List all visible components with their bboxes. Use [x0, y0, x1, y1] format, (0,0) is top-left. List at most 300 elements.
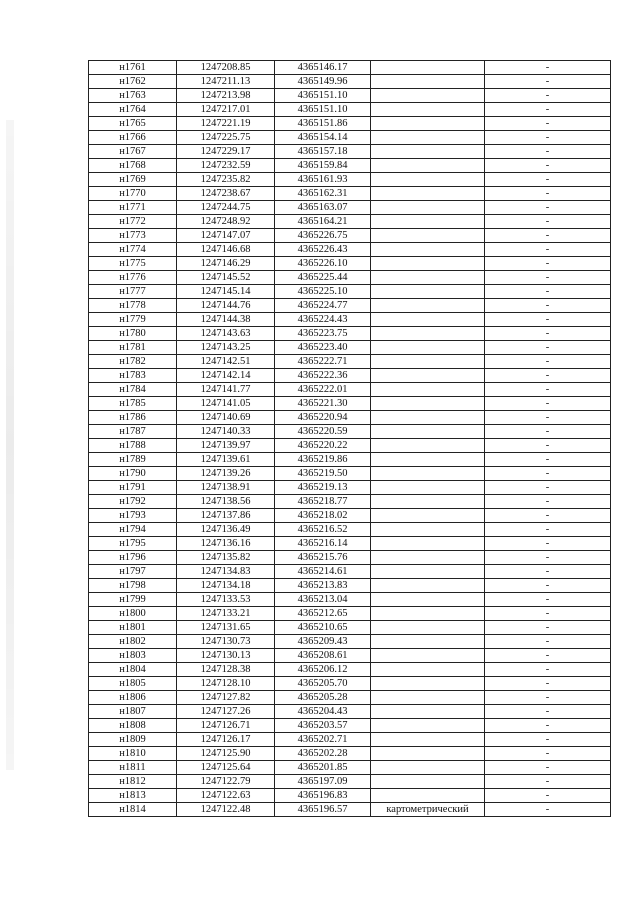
point-id-cell: н1801 — [89, 621, 177, 635]
accuracy-cell: - — [485, 621, 611, 635]
x-coordinate-cell: 1247208.85 — [177, 61, 275, 75]
x-coordinate-cell: 1247125.64 — [177, 761, 275, 775]
table-row — [89, 747, 611, 761]
method-cell — [371, 299, 485, 313]
accuracy-cell: - — [485, 705, 611, 719]
method-cell — [371, 201, 485, 215]
table-row — [89, 243, 611, 257]
method-cell — [371, 369, 485, 383]
x-coordinate-cell: 1247221.19 — [177, 117, 275, 131]
y-coordinate-cell: 4365213.83 — [275, 579, 371, 593]
table-row — [89, 719, 611, 733]
method-cell — [371, 75, 485, 89]
y-coordinate-cell: 4365159.84 — [275, 159, 371, 173]
method-cell — [371, 285, 485, 299]
y-coordinate-cell: 4365218.77 — [275, 495, 371, 509]
accuracy-cell: - — [485, 341, 611, 355]
point-id-cell: н1789 — [89, 453, 177, 467]
x-coordinate-cell: 1247131.65 — [177, 621, 275, 635]
method-cell — [371, 117, 485, 131]
point-id-cell: н1768 — [89, 159, 177, 173]
table-row — [89, 397, 611, 411]
x-coordinate-cell: 1247143.25 — [177, 341, 275, 355]
x-coordinate-cell: 1247141.77 — [177, 383, 275, 397]
point-id-cell: н1784 — [89, 383, 177, 397]
y-coordinate-cell: 4365216.14 — [275, 537, 371, 551]
table-row — [89, 425, 611, 439]
x-coordinate-cell: 1247141.05 — [177, 397, 275, 411]
y-coordinate-cell: 4365205.70 — [275, 677, 371, 691]
point-id-cell: н1803 — [89, 649, 177, 663]
accuracy-cell: - — [485, 691, 611, 705]
y-coordinate-cell: 4365225.44 — [275, 271, 371, 285]
y-coordinate-cell: 4365210.65 — [275, 621, 371, 635]
table-row — [89, 677, 611, 691]
table-row — [89, 327, 611, 341]
y-coordinate-cell: 4365226.43 — [275, 243, 371, 257]
method-cell — [371, 677, 485, 691]
x-coordinate-cell: 1247140.33 — [177, 425, 275, 439]
table-row — [89, 215, 611, 229]
y-coordinate-cell: 4365203.57 — [275, 719, 371, 733]
table-row — [89, 691, 611, 705]
point-id-cell: н1787 — [89, 425, 177, 439]
y-coordinate-cell: 4365164.21 — [275, 215, 371, 229]
x-coordinate-cell: 1247136.16 — [177, 537, 275, 551]
point-id-cell: н1792 — [89, 495, 177, 509]
x-coordinate-cell: 1247133.53 — [177, 593, 275, 607]
accuracy-cell: - — [485, 803, 611, 817]
x-coordinate-cell: 1247122.79 — [177, 775, 275, 789]
table-row — [89, 803, 611, 817]
point-id-cell: н1783 — [89, 369, 177, 383]
method-cell — [371, 607, 485, 621]
y-coordinate-cell: 4365226.10 — [275, 257, 371, 271]
method-cell — [371, 537, 485, 551]
point-id-cell: н1769 — [89, 173, 177, 187]
accuracy-cell: - — [485, 663, 611, 677]
y-coordinate-cell: 4365218.02 — [275, 509, 371, 523]
method-cell — [371, 397, 485, 411]
method-cell: картометрический — [371, 803, 485, 817]
y-coordinate-cell: 4365151.10 — [275, 89, 371, 103]
method-cell — [371, 61, 485, 75]
table-row — [89, 271, 611, 285]
point-id-cell: н1772 — [89, 215, 177, 229]
table-row — [89, 229, 611, 243]
table-row — [89, 523, 611, 537]
method-cell — [371, 551, 485, 565]
accuracy-cell: - — [485, 271, 611, 285]
x-coordinate-cell: 1247147.07 — [177, 229, 275, 243]
point-id-cell: н1790 — [89, 467, 177, 481]
method-cell — [371, 89, 485, 103]
point-id-cell: н1786 — [89, 411, 177, 425]
method-cell — [371, 145, 485, 159]
table-row — [89, 299, 611, 313]
point-id-cell: н1788 — [89, 439, 177, 453]
y-coordinate-cell: 4365151.86 — [275, 117, 371, 131]
table-row — [89, 117, 611, 131]
accuracy-cell: - — [485, 551, 611, 565]
point-id-cell: н1775 — [89, 257, 177, 271]
x-coordinate-cell: 1247142.14 — [177, 369, 275, 383]
accuracy-cell: - — [485, 327, 611, 341]
method-cell — [371, 621, 485, 635]
table-row — [89, 565, 611, 579]
accuracy-cell: - — [485, 131, 611, 145]
y-coordinate-cell: 4365209.43 — [275, 635, 371, 649]
table-row — [89, 187, 611, 201]
method-cell — [371, 705, 485, 719]
accuracy-cell: - — [485, 649, 611, 663]
table-row — [89, 761, 611, 775]
accuracy-cell: - — [485, 355, 611, 369]
method-cell — [371, 411, 485, 425]
point-id-cell: н1778 — [89, 299, 177, 313]
point-id-cell: н1774 — [89, 243, 177, 257]
accuracy-cell: - — [485, 593, 611, 607]
y-coordinate-cell: 4365202.71 — [275, 733, 371, 747]
table-row — [89, 61, 611, 75]
point-id-cell: н1781 — [89, 341, 177, 355]
table-row — [89, 145, 611, 159]
accuracy-cell: - — [485, 747, 611, 761]
method-cell — [371, 229, 485, 243]
accuracy-cell: - — [485, 313, 611, 327]
point-id-cell: н1761 — [89, 61, 177, 75]
method-cell — [371, 243, 485, 257]
point-id-cell: н1770 — [89, 187, 177, 201]
y-coordinate-cell: 4365205.28 — [275, 691, 371, 705]
point-id-cell: н1797 — [89, 565, 177, 579]
y-coordinate-cell: 4365161.93 — [275, 173, 371, 187]
y-coordinate-cell: 4365221.30 — [275, 397, 371, 411]
y-coordinate-cell: 4365226.75 — [275, 229, 371, 243]
point-id-cell: н1766 — [89, 131, 177, 145]
table-row — [89, 201, 611, 215]
x-coordinate-cell: 1247145.52 — [177, 271, 275, 285]
point-id-cell: н1771 — [89, 201, 177, 215]
table-row — [89, 285, 611, 299]
x-coordinate-cell: 1247136.49 — [177, 523, 275, 537]
method-cell — [371, 635, 485, 649]
point-id-cell: н1782 — [89, 355, 177, 369]
table-row — [89, 383, 611, 397]
table-row — [89, 663, 611, 677]
y-coordinate-cell: 4365220.94 — [275, 411, 371, 425]
table-row — [89, 89, 611, 103]
accuracy-cell: - — [485, 159, 611, 173]
y-coordinate-cell: 4365208.61 — [275, 649, 371, 663]
x-coordinate-cell: 1247143.63 — [177, 327, 275, 341]
accuracy-cell: - — [485, 425, 611, 439]
point-id-cell: н1802 — [89, 635, 177, 649]
y-coordinate-cell: 4365223.75 — [275, 327, 371, 341]
point-id-cell: н1796 — [89, 551, 177, 565]
y-coordinate-cell: 4365151.10 — [275, 103, 371, 117]
x-coordinate-cell: 1247133.21 — [177, 607, 275, 621]
accuracy-cell: - — [485, 369, 611, 383]
table-row — [89, 593, 611, 607]
point-id-cell: н1809 — [89, 733, 177, 747]
accuracy-cell: - — [485, 733, 611, 747]
point-id-cell: н1764 — [89, 103, 177, 117]
x-coordinate-cell: 1247134.83 — [177, 565, 275, 579]
y-coordinate-cell: 4365214.61 — [275, 565, 371, 579]
point-id-cell: н1779 — [89, 313, 177, 327]
y-coordinate-cell: 4365222.01 — [275, 383, 371, 397]
accuracy-cell: - — [485, 761, 611, 775]
method-cell — [371, 215, 485, 229]
accuracy-cell: - — [485, 145, 611, 159]
y-coordinate-cell: 4365201.85 — [275, 761, 371, 775]
method-cell — [371, 481, 485, 495]
method-cell — [371, 327, 485, 341]
y-coordinate-cell: 4365212.65 — [275, 607, 371, 621]
point-id-cell: н1763 — [89, 89, 177, 103]
accuracy-cell: - — [485, 439, 611, 453]
table-row — [89, 733, 611, 747]
y-coordinate-cell: 4365219.50 — [275, 467, 371, 481]
method-cell — [371, 159, 485, 173]
method-cell — [371, 103, 485, 117]
point-id-cell: н1808 — [89, 719, 177, 733]
accuracy-cell: - — [485, 299, 611, 313]
method-cell — [371, 747, 485, 761]
x-coordinate-cell: 1247235.82 — [177, 173, 275, 187]
x-coordinate-cell: 1247128.38 — [177, 663, 275, 677]
y-coordinate-cell: 4365202.28 — [275, 747, 371, 761]
y-coordinate-cell: 4365162.31 — [275, 187, 371, 201]
y-coordinate-cell: 4365220.22 — [275, 439, 371, 453]
table-row — [89, 159, 611, 173]
coordinates-table-body — [89, 61, 611, 817]
y-coordinate-cell: 4365216.52 — [275, 523, 371, 537]
y-coordinate-cell: 4365213.04 — [275, 593, 371, 607]
y-coordinate-cell: 4365219.86 — [275, 453, 371, 467]
x-coordinate-cell: 1247125.90 — [177, 747, 275, 761]
y-coordinate-cell: 4365219.13 — [275, 481, 371, 495]
accuracy-cell: - — [485, 453, 611, 467]
table-row — [89, 355, 611, 369]
x-coordinate-cell: 1247248.92 — [177, 215, 275, 229]
table-row — [89, 481, 611, 495]
method-cell — [371, 719, 485, 733]
accuracy-cell: - — [485, 579, 611, 593]
x-coordinate-cell: 1247139.97 — [177, 439, 275, 453]
x-coordinate-cell: 1247122.63 — [177, 789, 275, 803]
x-coordinate-cell: 1247128.10 — [177, 677, 275, 691]
method-cell — [371, 509, 485, 523]
method-cell — [371, 593, 485, 607]
x-coordinate-cell: 1247225.75 — [177, 131, 275, 145]
method-cell — [371, 663, 485, 677]
table-row — [89, 257, 611, 271]
method-cell — [371, 257, 485, 271]
table-row — [89, 649, 611, 663]
accuracy-cell: - — [485, 719, 611, 733]
x-coordinate-cell: 1247145.14 — [177, 285, 275, 299]
table-row — [89, 103, 611, 117]
accuracy-cell: - — [485, 61, 611, 75]
table-row — [89, 579, 611, 593]
x-coordinate-cell: 1247130.13 — [177, 649, 275, 663]
point-id-cell: н1798 — [89, 579, 177, 593]
table-row — [89, 537, 611, 551]
accuracy-cell: - — [485, 537, 611, 551]
method-cell — [371, 579, 485, 593]
x-coordinate-cell: 1247144.38 — [177, 313, 275, 327]
y-coordinate-cell: 4365146.17 — [275, 61, 371, 75]
accuracy-cell: - — [485, 243, 611, 257]
table-row — [89, 635, 611, 649]
y-coordinate-cell: 4365197.09 — [275, 775, 371, 789]
method-cell — [371, 733, 485, 747]
y-coordinate-cell: 4365224.77 — [275, 299, 371, 313]
y-coordinate-cell: 4365157.18 — [275, 145, 371, 159]
coordinates-table — [88, 60, 611, 817]
table-row — [89, 313, 611, 327]
accuracy-cell: - — [485, 481, 611, 495]
table-row — [89, 131, 611, 145]
point-id-cell: н1804 — [89, 663, 177, 677]
accuracy-cell: - — [485, 495, 611, 509]
x-coordinate-cell: 1247122.48 — [177, 803, 275, 817]
table-row — [89, 551, 611, 565]
method-cell — [371, 355, 485, 369]
method-cell — [371, 383, 485, 397]
accuracy-cell: - — [485, 229, 611, 243]
accuracy-cell: - — [485, 285, 611, 299]
x-coordinate-cell: 1247238.67 — [177, 187, 275, 201]
point-id-cell: н1785 — [89, 397, 177, 411]
accuracy-cell: - — [485, 509, 611, 523]
table-row — [89, 173, 611, 187]
y-coordinate-cell: 4365223.40 — [275, 341, 371, 355]
point-id-cell: н1799 — [89, 593, 177, 607]
method-cell — [371, 523, 485, 537]
method-cell — [371, 313, 485, 327]
point-id-cell: н1807 — [89, 705, 177, 719]
accuracy-cell: - — [485, 383, 611, 397]
x-coordinate-cell: 1247127.26 — [177, 705, 275, 719]
x-coordinate-cell: 1247135.82 — [177, 551, 275, 565]
method-cell — [371, 173, 485, 187]
x-coordinate-cell: 1247232.59 — [177, 159, 275, 173]
x-coordinate-cell: 1247229.17 — [177, 145, 275, 159]
method-cell — [371, 187, 485, 201]
x-coordinate-cell: 1247146.68 — [177, 243, 275, 257]
table-row — [89, 341, 611, 355]
y-coordinate-cell: 4365224.43 — [275, 313, 371, 327]
point-id-cell: н1762 — [89, 75, 177, 89]
x-coordinate-cell: 1247137.86 — [177, 509, 275, 523]
point-id-cell: н1794 — [89, 523, 177, 537]
method-cell — [371, 761, 485, 775]
y-coordinate-cell: 4365149.96 — [275, 75, 371, 89]
x-coordinate-cell: 1247134.18 — [177, 579, 275, 593]
table-row — [89, 775, 611, 789]
y-coordinate-cell: 4365222.36 — [275, 369, 371, 383]
table-row — [89, 621, 611, 635]
table-row — [89, 439, 611, 453]
accuracy-cell: - — [485, 635, 611, 649]
method-cell — [371, 789, 485, 803]
x-coordinate-cell: 1247213.98 — [177, 89, 275, 103]
y-coordinate-cell: 4365204.43 — [275, 705, 371, 719]
x-coordinate-cell: 1247138.91 — [177, 481, 275, 495]
x-coordinate-cell: 1247126.71 — [177, 719, 275, 733]
accuracy-cell: - — [485, 187, 611, 201]
accuracy-cell: - — [485, 75, 611, 89]
accuracy-cell: - — [485, 397, 611, 411]
table-row — [89, 453, 611, 467]
method-cell — [371, 775, 485, 789]
point-id-cell: н1805 — [89, 677, 177, 691]
point-id-cell: н1812 — [89, 775, 177, 789]
method-cell — [371, 691, 485, 705]
point-id-cell: н1793 — [89, 509, 177, 523]
accuracy-cell: - — [485, 201, 611, 215]
method-cell — [371, 271, 485, 285]
y-coordinate-cell: 4365225.10 — [275, 285, 371, 299]
x-coordinate-cell: 1247130.73 — [177, 635, 275, 649]
table-row — [89, 369, 611, 383]
table-row — [89, 75, 611, 89]
table-row — [89, 789, 611, 803]
accuracy-cell: - — [485, 89, 611, 103]
x-coordinate-cell: 1247127.82 — [177, 691, 275, 705]
x-coordinate-cell: 1247144.76 — [177, 299, 275, 313]
method-cell — [371, 467, 485, 481]
accuracy-cell: - — [485, 467, 611, 481]
y-coordinate-cell: 4365220.59 — [275, 425, 371, 439]
point-id-cell: н1780 — [89, 327, 177, 341]
point-id-cell: н1810 — [89, 747, 177, 761]
method-cell — [371, 439, 485, 453]
y-coordinate-cell: 4365154.14 — [275, 131, 371, 145]
table-row — [89, 467, 611, 481]
x-coordinate-cell: 1247142.51 — [177, 355, 275, 369]
x-coordinate-cell: 1247217.01 — [177, 103, 275, 117]
point-id-cell: н1765 — [89, 117, 177, 131]
table-row — [89, 495, 611, 509]
point-id-cell: н1806 — [89, 691, 177, 705]
point-id-cell: н1791 — [89, 481, 177, 495]
accuracy-cell: - — [485, 117, 611, 131]
x-coordinate-cell: 1247126.17 — [177, 733, 275, 747]
x-coordinate-cell: 1247244.75 — [177, 201, 275, 215]
point-id-cell: н1795 — [89, 537, 177, 551]
accuracy-cell: - — [485, 565, 611, 579]
point-id-cell: н1800 — [89, 607, 177, 621]
point-id-cell: н1814 — [89, 803, 177, 817]
method-cell — [371, 341, 485, 355]
x-coordinate-cell: 1247138.56 — [177, 495, 275, 509]
point-id-cell: н1773 — [89, 229, 177, 243]
method-cell — [371, 495, 485, 509]
scan-margin-mark — [6, 120, 14, 770]
x-coordinate-cell: 1247139.26 — [177, 467, 275, 481]
x-coordinate-cell: 1247139.61 — [177, 453, 275, 467]
accuracy-cell: - — [485, 173, 611, 187]
method-cell — [371, 425, 485, 439]
method-cell — [371, 565, 485, 579]
y-coordinate-cell: 4365215.76 — [275, 551, 371, 565]
x-coordinate-cell: 1247140.69 — [177, 411, 275, 425]
accuracy-cell: - — [485, 103, 611, 117]
